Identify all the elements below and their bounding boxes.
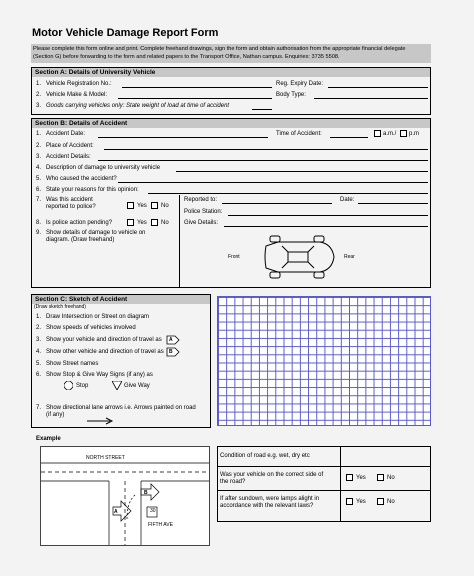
damage-description-field[interactable] <box>176 171 428 172</box>
section-b-row-1-label: Accident Date: <box>46 131 86 137</box>
q7-no-checkbox[interactable] <box>151 202 158 209</box>
section-a-row-3-label: Goods carrying vehicles only: State weight of load at time of accident <box>46 103 230 109</box>
give-details-field[interactable] <box>224 226 428 227</box>
load-weight-field[interactable] <box>252 109 272 110</box>
am-label: a.m./ <box>383 131 397 137</box>
lamps-no-checkbox[interactable] <box>377 498 384 505</box>
example-north-street: NORTH STREET <box>86 455 125 461</box>
other-vehicle-glyph: B <box>169 349 173 355</box>
correct-side-label-1: Was your vehicle on the correct side of <box>220 472 324 478</box>
section-c-item-4-num: 4. <box>36 349 42 355</box>
police-station-label: Police Station: <box>184 209 223 215</box>
vehicle-make-field[interactable] <box>118 98 272 99</box>
accident-details-field[interactable] <box>98 160 428 161</box>
section-c-item-7-num: 7. <box>36 405 42 411</box>
section-c-item-3-label: Show your vehicle and direction of travel as <box>46 337 162 343</box>
lamps-yes-label: Yes <box>356 499 366 505</box>
stop-sign-icon <box>64 381 73 390</box>
section-b-row-1-num: 1. <box>36 131 42 137</box>
q9-label-2: diagram. (Draw freehand) <box>46 237 115 243</box>
q8-no-label: No <box>161 220 169 226</box>
section-a-row-2-label: Vehicle Make & Model: <box>46 92 108 98</box>
section-b-row-2-label: Place of Accident: <box>46 143 94 149</box>
section-b-row-6-num: 6. <box>36 187 42 193</box>
section-c-item-4-label: Show other vehicle and direction of travel as <box>46 349 164 355</box>
section-b-row-4-label: Description of damage to university vehicle <box>46 165 161 171</box>
give-way-sign-icon <box>112 381 122 390</box>
car-outline-icon <box>265 236 334 278</box>
q9-num: 9. <box>36 230 42 236</box>
q7-no-label: No <box>161 203 169 209</box>
correct-side-no-label: No <box>387 475 395 481</box>
body-type-field[interactable] <box>314 98 428 99</box>
reasons-field[interactable] <box>148 193 428 194</box>
section-a-row-1-label: Vehicle Registration No.: <box>46 81 112 87</box>
section-c-item-2-label: Show speeds of vehicles involved <box>46 325 136 331</box>
q8-yes-label: Yes <box>137 220 147 226</box>
q8-label: Is police action pending? <box>46 220 113 226</box>
example-intersection-drawing <box>41 447 209 545</box>
section-c-item-2-num: 2. <box>36 325 42 331</box>
am-checkbox[interactable] <box>374 130 381 137</box>
section-b-row-5-label: Who caused the accident? <box>46 176 117 182</box>
section-c-item-1-num: 1. <box>36 314 42 320</box>
sketch-grid[interactable] <box>217 296 431 426</box>
reg-expiry-field[interactable] <box>328 87 428 88</box>
lamps-yes-checkbox[interactable] <box>346 498 353 505</box>
who-caused-field[interactable] <box>118 182 428 183</box>
section-c-item-5-label: Show Street names <box>46 361 99 367</box>
q7-label-2: reported to police? <box>46 204 96 210</box>
section-c-item-5-num: 5. <box>36 361 42 367</box>
section-a-row-3-num: 3. <box>36 103 42 109</box>
lamps-no-label: No <box>387 499 395 505</box>
section-c-item-7-label: Show directional lane arrows i.e. Arrows painted on road <box>46 405 196 411</box>
time-of-accident-label: Time of Accident: <box>276 131 322 137</box>
intro-line-2: (Section G) before forwarding to the form and related papers to the Transport Office, Nathan campus. Enquiries: 3735 5508. <box>33 54 340 60</box>
q8-no-checkbox[interactable] <box>151 219 158 226</box>
section-c-item-6-num: 6. <box>36 372 42 378</box>
section-c-subheader: (Draw sketch freehand) <box>34 304 86 310</box>
q7-yes-label: Yes <box>137 203 147 209</box>
pm-checkbox[interactable] <box>400 130 407 137</box>
example-label: Example <box>36 436 61 442</box>
correct-side-yes-label: Yes <box>356 475 366 481</box>
pm-label: p.m <box>409 131 420 137</box>
q8-yes-checkbox[interactable] <box>127 219 134 226</box>
report-date-field[interactable] <box>358 203 428 204</box>
front-label: Front <box>228 254 240 260</box>
example-fifth-ave: FIFTH AVE <box>148 522 173 528</box>
example-glyph-a: A <box>114 509 118 515</box>
section-b-header: Section B: Details of Accident <box>32 119 430 128</box>
section-a-row-2-num: 2. <box>36 92 42 98</box>
section-b-row-4-num: 4. <box>36 165 42 171</box>
body-type-label: Body Type: <box>276 92 306 98</box>
rear-label: Rear <box>344 254 355 260</box>
police-station-field[interactable] <box>228 215 428 216</box>
give-way-label: Give Way <box>124 383 150 389</box>
q7-num: 7. <box>36 197 42 203</box>
section-c-item-3-num: 3. <box>36 337 42 343</box>
your-vehicle-glyph: A <box>169 337 173 343</box>
reg-expiry-label: Reg. Expiry Date: <box>276 81 324 87</box>
example-speed: 30 <box>150 508 156 514</box>
place-of-accident-field[interactable] <box>104 149 428 150</box>
q7-yes-checkbox[interactable] <box>127 202 134 209</box>
section-c-header: Section C: Sketch of Accident <box>32 295 210 304</box>
section-a-row-1-num: 1. <box>36 81 42 87</box>
section-b-row-5-num: 5. <box>36 176 42 182</box>
road-condition-label: Condition of road e.g. wet, dry etc <box>220 453 310 459</box>
intro-line-1: Please complete this form online and print. Complete freehand drawings, sign the form and obtain authorisation from the appropriate financial delegate <box>33 46 406 52</box>
correct-side-yes-checkbox[interactable] <box>346 474 353 481</box>
q8-num: 8. <box>36 220 42 226</box>
reported-to-field[interactable] <box>222 203 332 204</box>
give-details-label: Give Details: <box>184 220 219 226</box>
page-title: Motor Vehicle Damage Report Form <box>32 27 219 39</box>
q9-label-1: Show details of damage to vehicle on <box>46 230 146 236</box>
reported-to-label: Reported to: <box>184 197 218 203</box>
lamps-label-1: If after sundown, were lamps alight in <box>220 496 320 502</box>
section-b-row-6-label: State your reasons for this opinion: <box>46 187 139 193</box>
section-c-item-1-label: Draw Intersection or Street on diagram <box>46 314 150 320</box>
stop-label: Stop <box>76 383 89 389</box>
correct-side-no-checkbox[interactable] <box>377 474 384 481</box>
q7-label-1: Was this accident <box>46 197 93 203</box>
section-b-row-3-label: Accident Details: <box>46 154 91 160</box>
vehicle-damage-diagram[interactable] <box>258 234 340 280</box>
correct-side-label-2: the road? <box>220 479 246 485</box>
date-label: Date: <box>340 197 355 203</box>
example-glyph-b: B <box>144 490 148 496</box>
conditions-row-line-2 <box>217 490 431 491</box>
section-c-item-6-label: Show Stop & Give Way Signs (if any) as <box>46 372 153 378</box>
section-b-row-2-num: 2. <box>36 143 42 149</box>
time-of-accident-field[interactable] <box>330 137 368 138</box>
conditions-row-line-1 <box>217 466 431 467</box>
section-b-row-3-num: 3. <box>36 154 42 160</box>
vehicle-registration-field[interactable] <box>122 87 272 88</box>
section-b-divider <box>179 195 180 287</box>
section-c-item-8-label: (if any) <box>46 412 65 418</box>
lamps-label-2: accordance with the relevant laws? <box>220 503 314 509</box>
section-a-header: Section A: Details of University Vehicle <box>32 68 430 77</box>
conditions-divider <box>340 446 341 522</box>
lane-arrow-icon <box>86 417 114 425</box>
accident-date-field[interactable] <box>98 137 268 138</box>
